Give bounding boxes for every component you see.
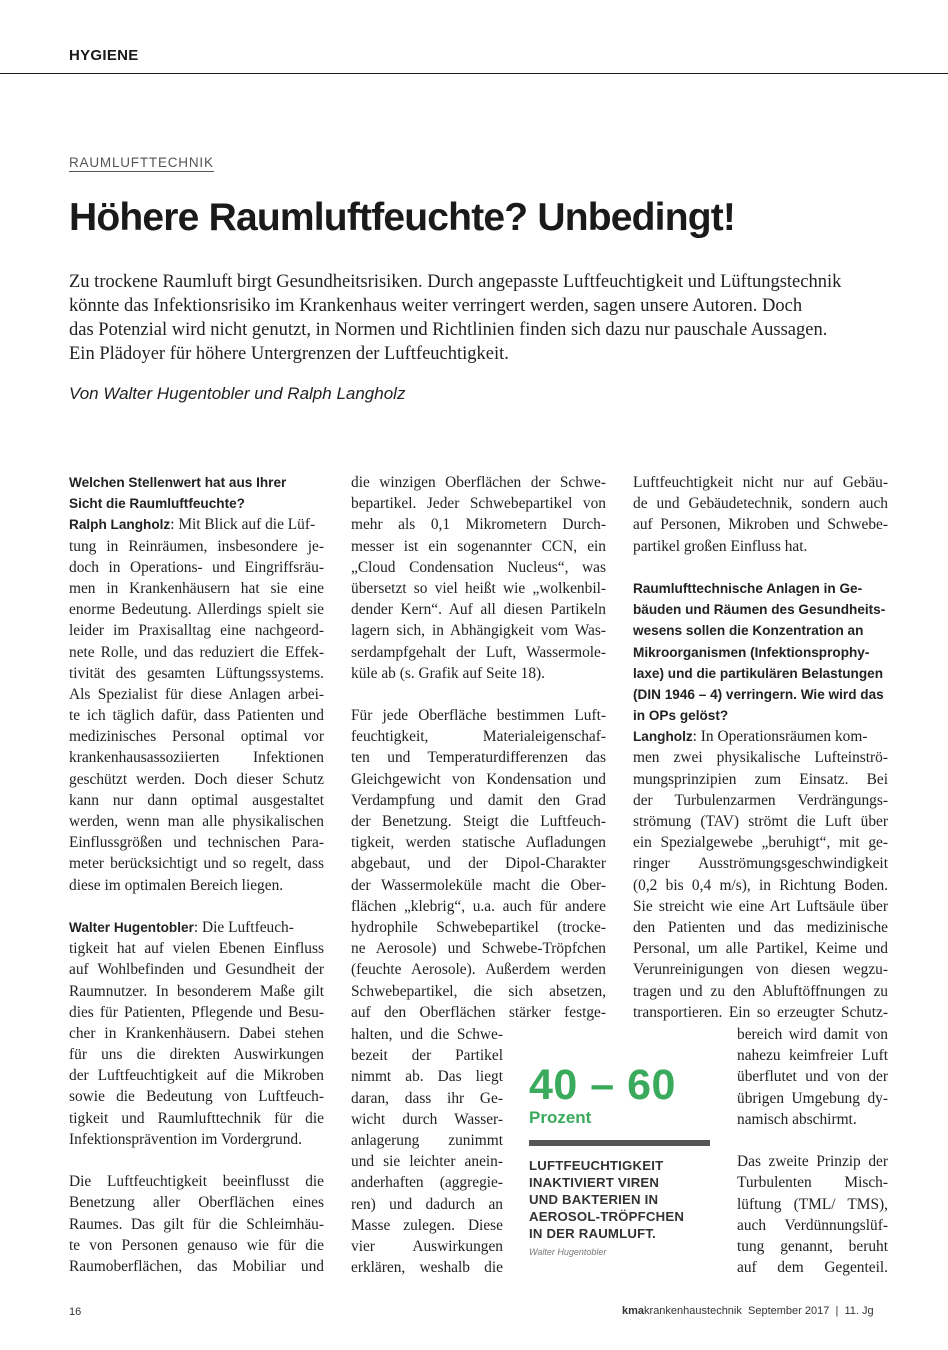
question-line: Mikroorganismen (Infektionsprophy- <box>633 644 870 660</box>
text-line: mungsprinzipien zum Einsatz. Bei <box>633 770 888 788</box>
text-line: Masse zulegen. Diese <box>351 1216 503 1234</box>
text-line: wicht durch Wasser- <box>351 1110 503 1128</box>
text-line: hydrophile Schwebepartikel (trocke- <box>351 918 606 936</box>
text-line: der Luftfeuchtigkeit auf die Mikroben <box>69 1067 324 1085</box>
text-line: partikel großen Einfluss hat. <box>633 537 808 555</box>
text-line: tigkeit hat auf vielen Ebenen Einfluss <box>69 940 324 958</box>
text-line: Raumnutzer. In besonderem Maße gilt <box>69 982 324 1000</box>
text-line: lagern sich, in Abhängigkeit vom Was- <box>351 622 606 640</box>
paragraph-gap <box>69 1150 324 1171</box>
text-line: (feuchte Aerosole). Außerdem werden <box>351 961 606 979</box>
text-line: „Cloud Condensation Nucleus“, was <box>351 558 606 576</box>
text-line: der Wassermoleküle macht die Ober- <box>351 876 606 894</box>
text-line: auf Wohlbefinden und Gesundheit der <box>69 961 324 979</box>
column-2-wrap <box>351 1024 503 1278</box>
speaker-name: Ralph Langholz <box>69 517 171 533</box>
text-line: messer ist ein sogenannter CCN, ein <box>351 537 606 555</box>
text-line: nahezu keimfreier Luft <box>737 1047 888 1065</box>
text-line: übersetzt so viel heißt wie „wolkenbil- <box>351 579 606 597</box>
text-line: enorme Bedeutung. Allerdings spielt sie <box>69 601 324 619</box>
text-line: auf dem Gegenteil. <box>737 1259 888 1277</box>
text-line: ein Spezialgewebe „beruhigt“, mit ge- <box>633 834 888 852</box>
text-line: werden, wenn man alle physikalischen <box>69 813 324 830</box>
text-line: der Turbulenzarmen Verdrängungs- <box>633 791 888 809</box>
text-line: Einflussgrößen und technischen Para- <box>69 834 324 852</box>
text-line: men zwei physikalische Lufteinströ- <box>633 749 888 767</box>
text-line: transportieren. Ein so erzeugter Schutz- <box>633 1003 888 1021</box>
paragraph-gap <box>69 896 324 917</box>
speaker-line <box>69 514 324 535</box>
text-line: küle ab (s. Grafik auf Seite 18). <box>351 664 546 682</box>
text-line: und sie leichter anein- <box>351 1153 503 1171</box>
text-line: daran, dass ihr Ge- <box>351 1089 503 1107</box>
text-line: übrigen Umgebung dy- <box>737 1089 888 1107</box>
speaker-text: : In Operationsräumen kom- <box>692 728 868 746</box>
question-line: laxe) und die partikulären Belastungen <box>633 665 884 681</box>
text-line: tigkeit und Raumlufttechnik für die <box>69 1109 324 1127</box>
text-line: auf Personen, Mikroben und Schwebe- <box>633 516 888 534</box>
text-line: ten und Temperaturdifferenzen das <box>351 749 606 767</box>
issue-date: September 2017 <box>748 1305 830 1317</box>
text-line: Turbulenten Misch- <box>737 1174 888 1192</box>
text-line: te von Personen genauso wie für die <box>69 1236 324 1254</box>
text-line: Raumoberflächen, das Mobiliar und <box>69 1257 324 1275</box>
text-line: cher in Krankenhäusern. Dabei stehen <box>69 1024 324 1042</box>
magazine-logo: kma <box>622 1305 645 1317</box>
text-line: Verunreinigungen von diesen wegzu- <box>633 961 888 979</box>
pullquote-text <box>529 1157 719 1242</box>
text-line: abgebaut, und der Dipol-Charakter <box>351 855 606 873</box>
section-label: HYGIENE <box>69 47 139 64</box>
text-line: Benetzung aller Oberflächen eines <box>69 1194 324 1212</box>
text-line: tigkeit, werden statische Aufladungen <box>351 834 606 852</box>
speaker-line <box>633 726 888 747</box>
pullquote-author: Walter Hugentobler <box>529 1247 607 1257</box>
text-line: tragen und zu den Abluftöffnungen zu <box>633 982 888 1000</box>
text-line: feuchtigkeit, Materialeigenschaf- <box>351 728 606 746</box>
text-line: ren) und dadurch an <box>351 1195 503 1213</box>
article-kicker: RAUMLUFTTECHNIK <box>69 155 214 170</box>
text-line: te ich täglich dafür, dass Patienten und <box>69 707 324 725</box>
pullquote-line: LUFTFEUCHTIGKEIT <box>529 1158 664 1173</box>
text-line: erklären, weshalb die <box>351 1259 503 1277</box>
text-line: diese im optimalen Bereich liegen. <box>69 876 284 894</box>
lede-line: das Potenzial wird nicht genutzt, in Normen und Richtlinien finden sich dazu nur pauschale Aussagen. <box>69 320 828 340</box>
article-lede <box>69 270 899 366</box>
text-line: strömung (TAV) strömt die Luft über <box>633 813 888 830</box>
column-1 <box>69 472 324 1277</box>
text-line: Verdampfung und damit den Grad <box>351 791 606 809</box>
pullquote-line: AEROSOL-TRÖPFCHEN <box>529 1209 685 1224</box>
footer-magazine <box>622 1305 874 1317</box>
text-line: mehr als 0,1 Mikrometern Durch- <box>351 516 606 534</box>
pullquote-line: IN DER RAUMLUFT. <box>529 1226 657 1241</box>
question-line: (DIN 1946 – 4) verringern. Wie wird das <box>633 686 884 702</box>
text-line: halten, und die Schwe- <box>351 1026 503 1043</box>
text-line: für uns die direkten Auswirkungen <box>69 1046 324 1064</box>
text-line: leider im Praxisalltag eine nachgeord- <box>69 622 324 640</box>
page-number: 16 <box>69 1306 82 1318</box>
column-3 <box>633 472 888 1023</box>
text-line: den Patienten und das medizinische <box>633 918 888 936</box>
text-line: überflutet und von der <box>737 1068 888 1086</box>
article-title: Höhere Raumluftfeuchte? Unbedingt! <box>69 196 736 239</box>
speaker-name: Walter Hugentobler <box>69 919 194 935</box>
text-line: medizinisches Personal optimal vor <box>69 728 324 746</box>
text-line: men in Krankenhäusern hat sie eine <box>69 579 324 597</box>
text-line: dies für Patienten, Pflegende und Besu- <box>69 1003 324 1021</box>
text-line: bezeit der Partikel <box>351 1047 503 1065</box>
text-line: sowie die Bedeutung von Luftfeuch- <box>69 1088 324 1106</box>
footer-separator: | <box>835 1305 839 1317</box>
pullquote-unit: Prozent <box>529 1108 592 1127</box>
paragraph-gap <box>737 1130 888 1151</box>
magazine-name: krankenhaustechnik <box>644 1305 742 1317</box>
text-line: die winzigen Oberflächen der Schwe- <box>351 474 606 491</box>
text-line: ne Aerosole) und Schwebe-Tröpfchen <box>351 940 606 958</box>
text-line: dender Kern“. Auf all diesen Partikeln <box>351 601 606 619</box>
text-line: auf den Oberflächen stärker festge- <box>351 1003 606 1021</box>
text-line: flächen „klebrig“, u.a. auch für andere <box>351 897 606 915</box>
pullquote-line: INAKTIVIERT VIREN <box>529 1175 660 1190</box>
text-line: Für jede Oberfläche bestimmen Luft- <box>351 707 606 725</box>
text-line: anlagerung zunimmt <box>351 1131 503 1149</box>
text-line: tung genannt, beruht <box>737 1237 888 1255</box>
question-line: Sicht die Raumluftfeuchte? <box>69 496 245 512</box>
text-line: tung in Reinräumen, insbesondere je- <box>69 537 324 555</box>
paragraph-gap <box>633 557 888 578</box>
text-line: Gleichgewicht von Kondensation und <box>351 770 606 788</box>
question-line: wesens sollen die Konzentration an <box>633 623 864 639</box>
speaker-text: : Die Luftfeuch- <box>193 918 294 936</box>
text-line: bepartikel. Jeder Schwebepartikel von <box>351 495 606 513</box>
text-line: Raumes. Das gilt für die Schleimhäu- <box>69 1215 324 1233</box>
pullquote-line: UND BAKTERIEN IN <box>529 1192 659 1207</box>
text-line: bereich wird damit von <box>737 1026 888 1043</box>
text-line: Personal, um alle Partikel, Keime und <box>633 940 888 958</box>
speaker-name: Langholz <box>633 729 693 745</box>
lede-line: Zu trockene Raumluft birgt Gesundheitsrisiken. Durch angepasste Luftfeuchtigkeit und Lüftungstechnik <box>69 272 842 292</box>
question-line: bäuden und Räumen des Gesundheits- <box>633 602 886 618</box>
text-line: de und Gebäudetechnik, sondern auch <box>633 495 888 513</box>
text-line: Sie streicht wie eine Art Luftsäule über <box>633 897 888 915</box>
text-line: geschützt werden. Doch dieser Schutz <box>69 770 324 788</box>
text-line: (0,2 bis 0,4 m/s), in Richtung Boden. <box>633 876 888 894</box>
question-line: Raumlufttechnische Anlagen in Ge- <box>633 580 863 596</box>
column-2 <box>351 472 606 1023</box>
text-line: meter berücksichtigt und so regelt, dass <box>69 855 324 873</box>
volume: 11. Jg <box>844 1305 874 1317</box>
question-line: Welchen Stellenwert hat aus Ihrer <box>69 475 287 490</box>
article-byline: Von Walter Hugentobler und Ralph Langholz <box>69 384 406 403</box>
text-line: Luftfeuchtigkeit nicht nur auf Gebäu- <box>633 474 888 491</box>
text-line: lüftung (TML/ TMS), <box>737 1195 888 1213</box>
speaker-text: : Mit Blick auf die Lüf- <box>170 516 316 534</box>
speaker-line <box>69 917 324 938</box>
text-line: doch in Operations- und Eingriffsräu- <box>69 558 324 576</box>
text-line: anderhaften (aggregie- <box>351 1174 503 1192</box>
pullquote-number: 40 – 60 <box>529 1061 676 1109</box>
text-line: nimmt ab. Das liegt <box>351 1068 503 1086</box>
text-line: Als Spezialist für diese Anlagen arbei- <box>69 685 324 703</box>
pullquote-divider <box>529 1140 710 1146</box>
text-line: kann nur dann optimal ausgestaltet <box>69 791 324 809</box>
text-line: Das zweite Prinzip der <box>737 1153 888 1171</box>
text-line: namisch abschirmt. <box>737 1110 857 1128</box>
text-line: serdampfgehalt der Luft, Wassermole- <box>351 643 606 661</box>
text-line: vier Auswirkungen <box>351 1237 503 1255</box>
lede-line: Ein Plädoyer für höhere Untergrenzen der Luftfeuchtigkeit. <box>69 344 509 364</box>
column-3-wrap <box>737 1024 888 1278</box>
text-line: Die Luftfeuchtigkeit beeinflusst die <box>69 1173 324 1191</box>
question-line: in OPs gelöst? <box>633 708 729 724</box>
text-line: der Benetzung. Steigt die Luftfeuch- <box>351 813 606 830</box>
text-line: tivität des gesamten Lüftungssystems. <box>69 664 324 682</box>
lede-line: könnte das Infektionsrisiko im Krankenhaus weiter verringert werden, sagen unsere Autoren. Doch <box>69 296 803 316</box>
text-line: Schwebepartikel, die sich absetzen, <box>351 982 606 1000</box>
header-rule <box>0 73 948 74</box>
paragraph-gap <box>351 684 606 705</box>
text-line: nete Rolle, und das reduziert die Effek- <box>69 643 324 661</box>
text-line: ringer Ausströmungsgeschwindigkeit <box>633 855 888 873</box>
text-line: krankenhausassoziierten Infektionen <box>69 749 324 767</box>
text-line: Infektionsprävention im Vordergrund. <box>69 1130 302 1148</box>
text-line: auch Verdünnungslüf- <box>737 1216 888 1234</box>
